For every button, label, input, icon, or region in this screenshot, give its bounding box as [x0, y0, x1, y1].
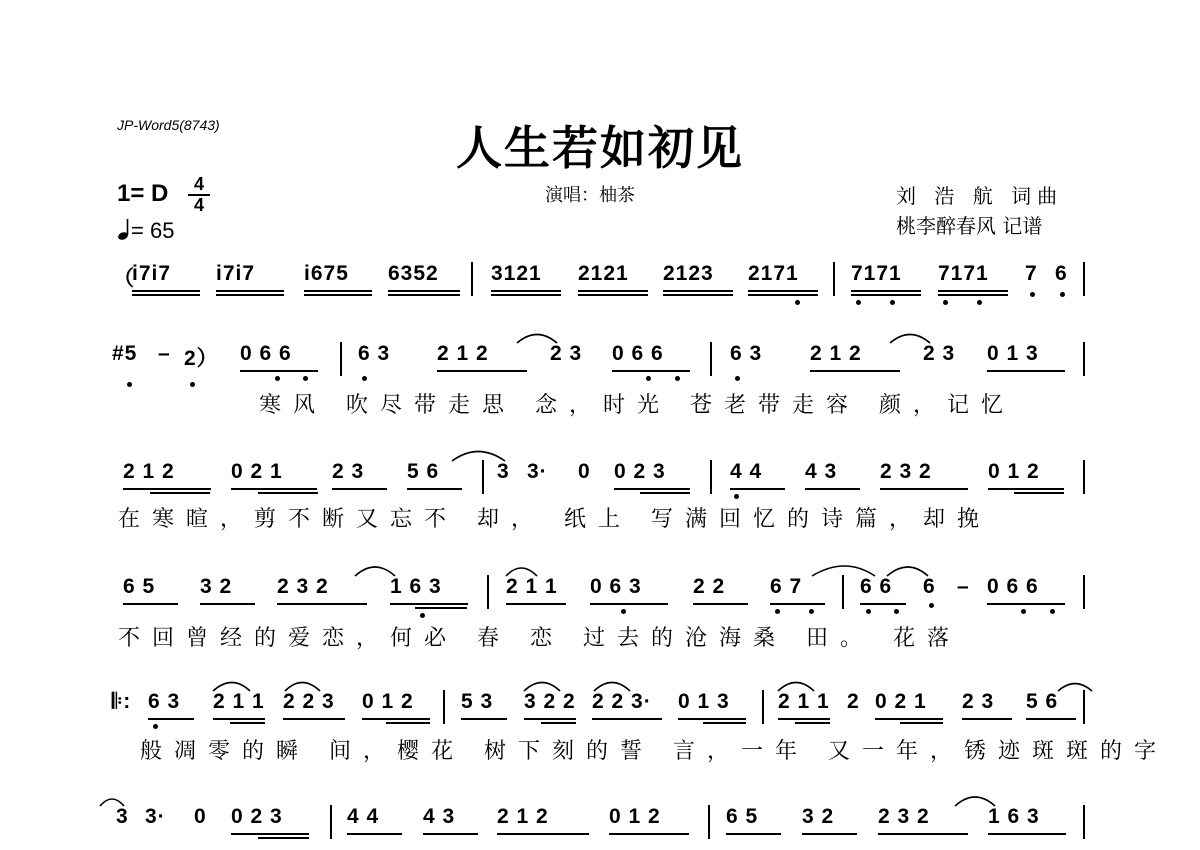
note-group: 0 6 3 — [590, 575, 642, 598]
repeat-start-sign: 𝄆: — [112, 690, 132, 713]
note-group: 2 1 2 — [123, 460, 175, 483]
note-group: 2 3 2 — [277, 575, 329, 598]
rest-dash: – — [957, 575, 970, 598]
note: 3 — [116, 805, 129, 828]
singer-credit: 演唱：柚茶 — [545, 185, 635, 206]
note-group: 2121 — [578, 262, 629, 285]
note-group: i7i7 — [132, 262, 172, 285]
note-group: 6 6 — [860, 575, 893, 598]
slur — [778, 683, 814, 692]
note-group: 6 3 — [730, 342, 763, 365]
note-group: 1 6 3 — [988, 805, 1040, 828]
note-group: 2 3 2 — [880, 460, 932, 483]
slur — [890, 335, 930, 344]
song-title: 人生若如初见 — [456, 121, 744, 175]
composer-credit: 刘 浩 航 词曲 — [896, 184, 1064, 208]
note-group: 3 2 — [802, 805, 835, 828]
note-group: 5 6 — [1026, 690, 1059, 713]
software-watermark: JP-Word5(8743) — [117, 117, 220, 133]
note-group: 4 3 — [805, 460, 838, 483]
note-group: 2 3 2 — [878, 805, 930, 828]
note-group: 2 1 1 — [213, 690, 265, 713]
note-group: 2 3 — [550, 342, 583, 365]
note: 2 — [847, 690, 860, 713]
note-group: 2 3 — [923, 342, 956, 365]
note-group: 6 3 — [148, 690, 181, 713]
note-group: 4 4 — [730, 460, 763, 483]
note-group: 2 1 1 — [506, 575, 558, 598]
tie — [1058, 684, 1092, 692]
note-group: 2 1 2 — [437, 342, 489, 365]
note-group: 2171 — [748, 262, 799, 285]
note-group: 2 2 — [693, 575, 726, 598]
note-group: i675 — [304, 262, 349, 285]
rest: 0 — [578, 460, 591, 483]
key-signature: 1= D — [117, 180, 169, 207]
note-group: 3121 — [491, 262, 542, 285]
slur — [285, 683, 320, 692]
note-group: 0 6 6 — [240, 342, 292, 365]
tie — [100, 799, 124, 806]
note-group: 0 2 1 — [875, 690, 927, 713]
note: 3· — [527, 460, 548, 483]
tie — [812, 566, 875, 576]
note-group: 0 6 6 — [987, 575, 1039, 598]
note: #5 — [112, 342, 138, 365]
time-signature-bottom: 4 — [193, 195, 204, 215]
note-group: 0 2 3 — [614, 460, 666, 483]
note-group: 3 2 2 — [524, 690, 576, 713]
note-group: 2 1 2 — [810, 342, 862, 365]
note-group: 0 1 3 — [678, 690, 730, 713]
note: 3 — [497, 460, 510, 483]
lyrics-line-5: 般凋零的瞬 间，樱花 树下刻的誓 言，一年 又一年，锈迹斑斑的字 — [140, 739, 1168, 764]
note: 6 — [1055, 262, 1068, 285]
slur — [506, 568, 537, 576]
rest: 0 — [194, 805, 207, 828]
note-group: 0 2 3 — [231, 805, 283, 828]
transcriber-credit: 桃李醉春风 记谱 — [896, 214, 1043, 238]
note-group: 5 3 — [461, 690, 494, 713]
note-group: 0 1 2 — [609, 805, 661, 828]
note-group: 4 3 — [423, 805, 456, 828]
note-group: 0 1 3 — [987, 342, 1039, 365]
note-group: 2123 — [663, 262, 714, 285]
note: 6 — [923, 575, 936, 598]
slur — [524, 683, 560, 692]
tie — [452, 452, 505, 462]
note-group: 7171 — [938, 262, 989, 285]
slur — [517, 335, 557, 344]
slur — [955, 797, 995, 806]
note-group: 0 6 6 — [612, 342, 664, 365]
note-group: 7171 — [851, 262, 902, 285]
lyrics-line-3: 在寒暄，剪不断又忘不 却， 纸上 写满回忆的诗篇，却挽 — [118, 507, 991, 532]
note-group: 2 1 2 — [497, 805, 549, 828]
note: 7 — [1025, 262, 1038, 285]
note-group: 2 3 — [332, 460, 365, 483]
note-group: 6 7 — [770, 575, 803, 598]
open-paren: （ — [113, 267, 135, 290]
note-group: 0 2 1 — [231, 460, 283, 483]
note-group: 5 6 — [407, 460, 440, 483]
rest-dash: – — [158, 342, 171, 365]
lyrics-line-4: 不回曾经的爱恋，何必 春 恋 过去的沧海桑 田。 花落 — [118, 626, 961, 651]
note-group: i7i7 — [216, 262, 256, 285]
tempo-value: = 65 — [131, 218, 175, 243]
note-group: 6 3 — [358, 342, 391, 365]
slur — [594, 683, 630, 692]
note-group: 3 2 — [200, 575, 233, 598]
slur — [213, 683, 250, 692]
slur — [355, 567, 395, 576]
note-group: 0 1 2 — [362, 690, 414, 713]
note: 3· — [145, 805, 166, 828]
time-signature-top: 4 — [193, 174, 204, 194]
note-group: 2 1 1 — [778, 690, 830, 713]
note-group: 6 5 — [123, 575, 156, 598]
note-group: 6 5 — [726, 805, 759, 828]
note-group: 2 2 3 — [283, 690, 335, 713]
note-group: 2 3 — [962, 690, 995, 713]
note-group: 1 6 3 — [390, 575, 442, 598]
note-group: 4 4 — [347, 805, 380, 828]
lyrics-line-2: 寒风 吹尽带走思 念，时光 苍老带走容 颜，记忆 — [259, 393, 1015, 418]
note: 2） — [184, 347, 219, 370]
note-group: 2 2 3· — [592, 690, 652, 713]
note-group: 6352 — [388, 262, 439, 285]
slur — [887, 567, 928, 576]
note-group: 0 1 2 — [988, 460, 1040, 483]
